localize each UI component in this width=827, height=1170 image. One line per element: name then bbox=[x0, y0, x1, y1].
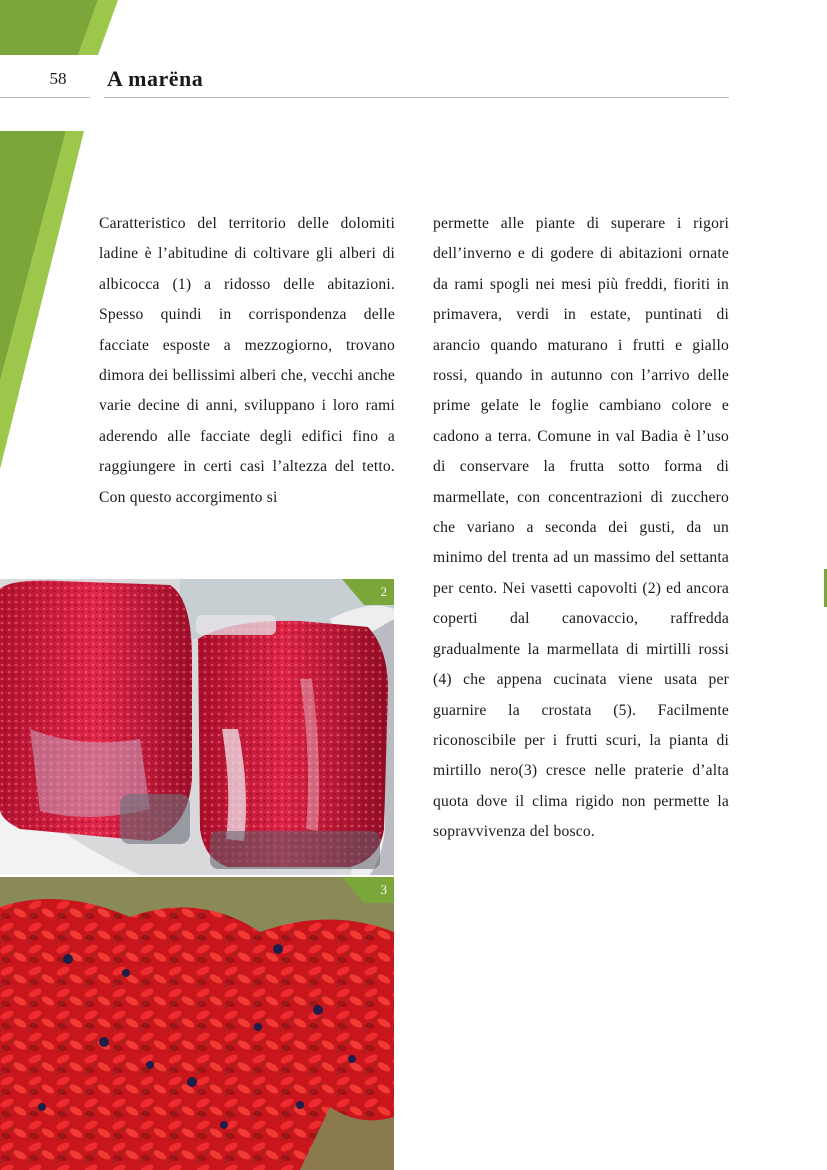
page-number: 58 bbox=[49, 69, 67, 88]
article-column-right: permette alle piante di superare i rigori dell’inverno e di godere di abitazioni ornate da rami spogli nei mesi più freddi, fioriti in primavera, verdi in estate, puntinati di arancio quando maturano i frutti e giallo rossi, quando in autunno con l’arrivo delle prime gelate le foglie cambiano colore e cadono a terra. Comune in val Badia è l’uso di conservare la frutta sotto forma di marmellate, con concentrazioni di zucchero che variano a seconda dei gusti, da un minimo del trenta ad un massimo del settanta per cento. Nei vasetti capovolti (2) ed ancora coperti dal canovaccio, raffredda gradualmente la marmellata di mirtilli rossi (4) che appena cucinata viene usata per guarnire la crostata (5). Facilmente riconoscibile per i frutti scuri, la pianta di mirtillo nero(3) cresce nelle praterie d’alta quota dove il clima rigido non permette la sopravvivenza del bosco. bbox=[433, 215, 729, 841]
article-column-left: Caratteristico del territorio delle dolomiti ladine è l’abitudine di coltivare gli alberi di albicocca (1) a ridosso delle abitazioni. Spesso quindi in corrispondenza delle facciate esposte a mezzogiorno, trovano dimora dei bellissimi alberi che, vecchi anche varie decine di anni, sviluppano i loro rami aderendo alle facciate degli edifici fino a raggiungere in certi casi l’altezza del tetto. Con questo accorgimento si bbox=[99, 215, 395, 506]
photo-jam-jars bbox=[0, 579, 394, 875]
jam-jars-illustration bbox=[0, 579, 394, 875]
photo-label-3: 3 bbox=[342, 877, 394, 903]
corner-stripe-top bbox=[0, 0, 130, 56]
blueberry-shrub-illustration bbox=[0, 877, 394, 1170]
page-title: A marëna bbox=[107, 66, 204, 91]
header-rule-right bbox=[104, 97, 729, 98]
photo-blueberry-shrub bbox=[0, 877, 394, 1170]
photo-label-2: 2 bbox=[342, 579, 394, 605]
header-rule-left bbox=[0, 97, 90, 98]
side-stripe-decoration bbox=[0, 131, 90, 471]
